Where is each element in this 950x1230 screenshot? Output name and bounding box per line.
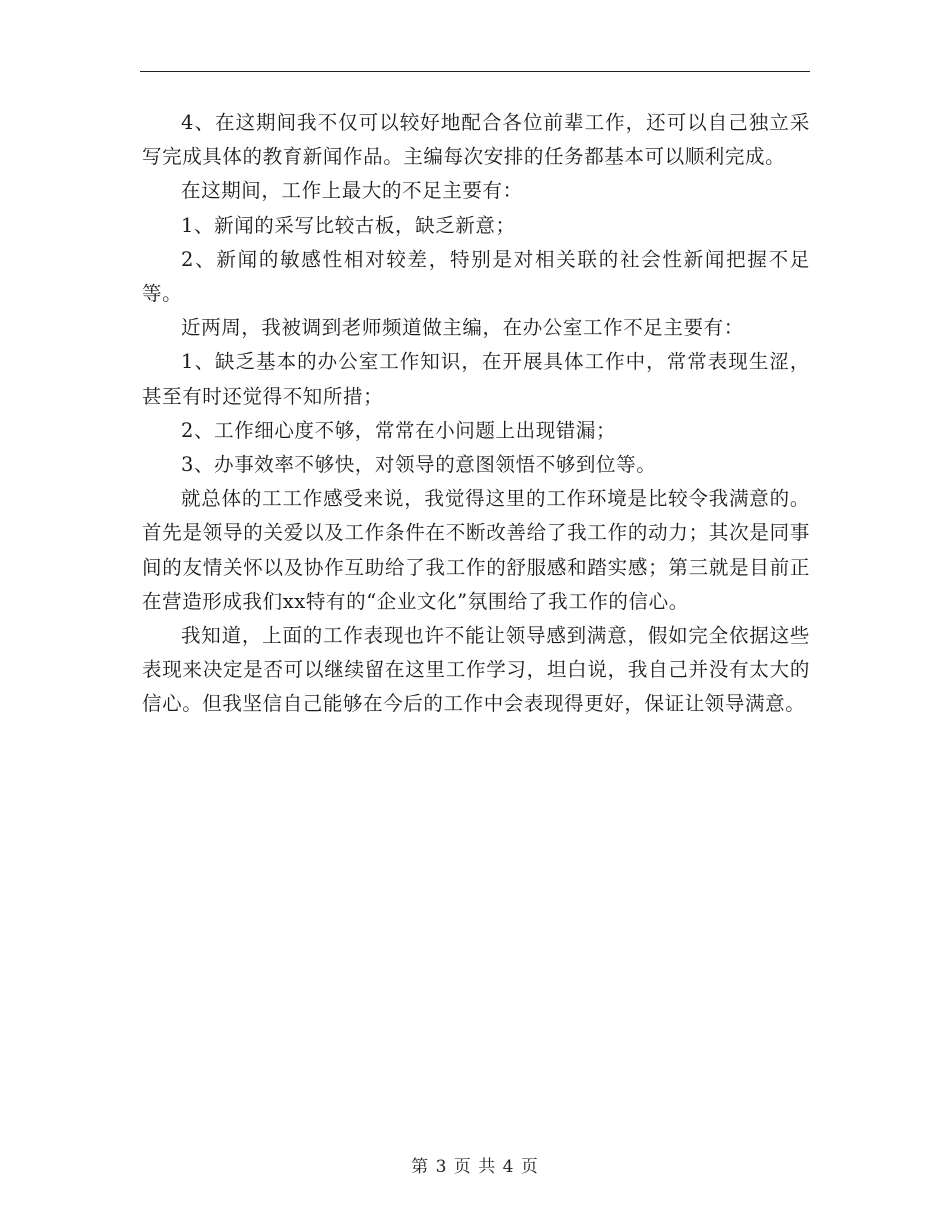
footer-prefix: 第 — [411, 1157, 430, 1177]
document-body — [142, 106, 810, 722]
paragraph-4: 2、新闻的敏感性相对较差，特别是对相关联的社会性新闻把握不足等。 — [142, 247, 810, 306]
footer-total-pages: 4 — [502, 1157, 515, 1177]
paragraph-7: 2、工作细心度不够，常常在小问题上出现错漏； — [181, 418, 617, 442]
footer-current-page: 3 — [435, 1157, 448, 1177]
paragraph-10: 我知道，上面的工作表现也许不能让领导感到满意，假如完全依据这些表现来决定是否可以继续留在这里工作学习，坦白说，我自己并没有太大的信心。但我坚信自己能够在今后的工作中会表现得更好，保证让领导满意。 — [142, 624, 810, 716]
paragraph-1: 4、在这期间我不仅可以较好地配合各位前辈工作，还可以自己独立采写完成具体的教育新闻作品。主编每次安排的任务都基本可以顺利完成。 — [142, 111, 810, 169]
paragraph-2: 在这期间，工作上最大的不足主要有： — [181, 179, 523, 203]
page-footer — [0, 1152, 950, 1177]
header-rule — [140, 71, 810, 72]
paragraph-3: 1、新闻的采写比较古板，缺乏新意； — [181, 213, 516, 237]
paragraph-5: 近两周，我被调到老师频道做主编，在办公室工作不足主要有： — [181, 316, 744, 340]
footer-middle: 页 共 — [453, 1157, 497, 1177]
footer-suffix: 页 — [520, 1157, 539, 1177]
paragraph-8: 3、办事效率不够快，对领导的意图领悟不够到位等。 — [181, 453, 657, 477]
paragraph-6: 1、缺乏基本的办公室工作知识，在开展具体工作中，常常表现生涩，甚至有时还觉得不知所措； — [142, 350, 810, 408]
paragraph-9: 就总体的工工作感受来说，我觉得这里的工作环境是比较令我满意的。首先是领导的关爱以及工作条件在不断改善给了我工作的动力；其次是同事间的友情关怀以及协作互助给了我工作的舒服感和踏实感；第三就是目前正在营造形成我们xx特有的“企业文化”氛围给了我工作的信心。 — [142, 487, 810, 613]
